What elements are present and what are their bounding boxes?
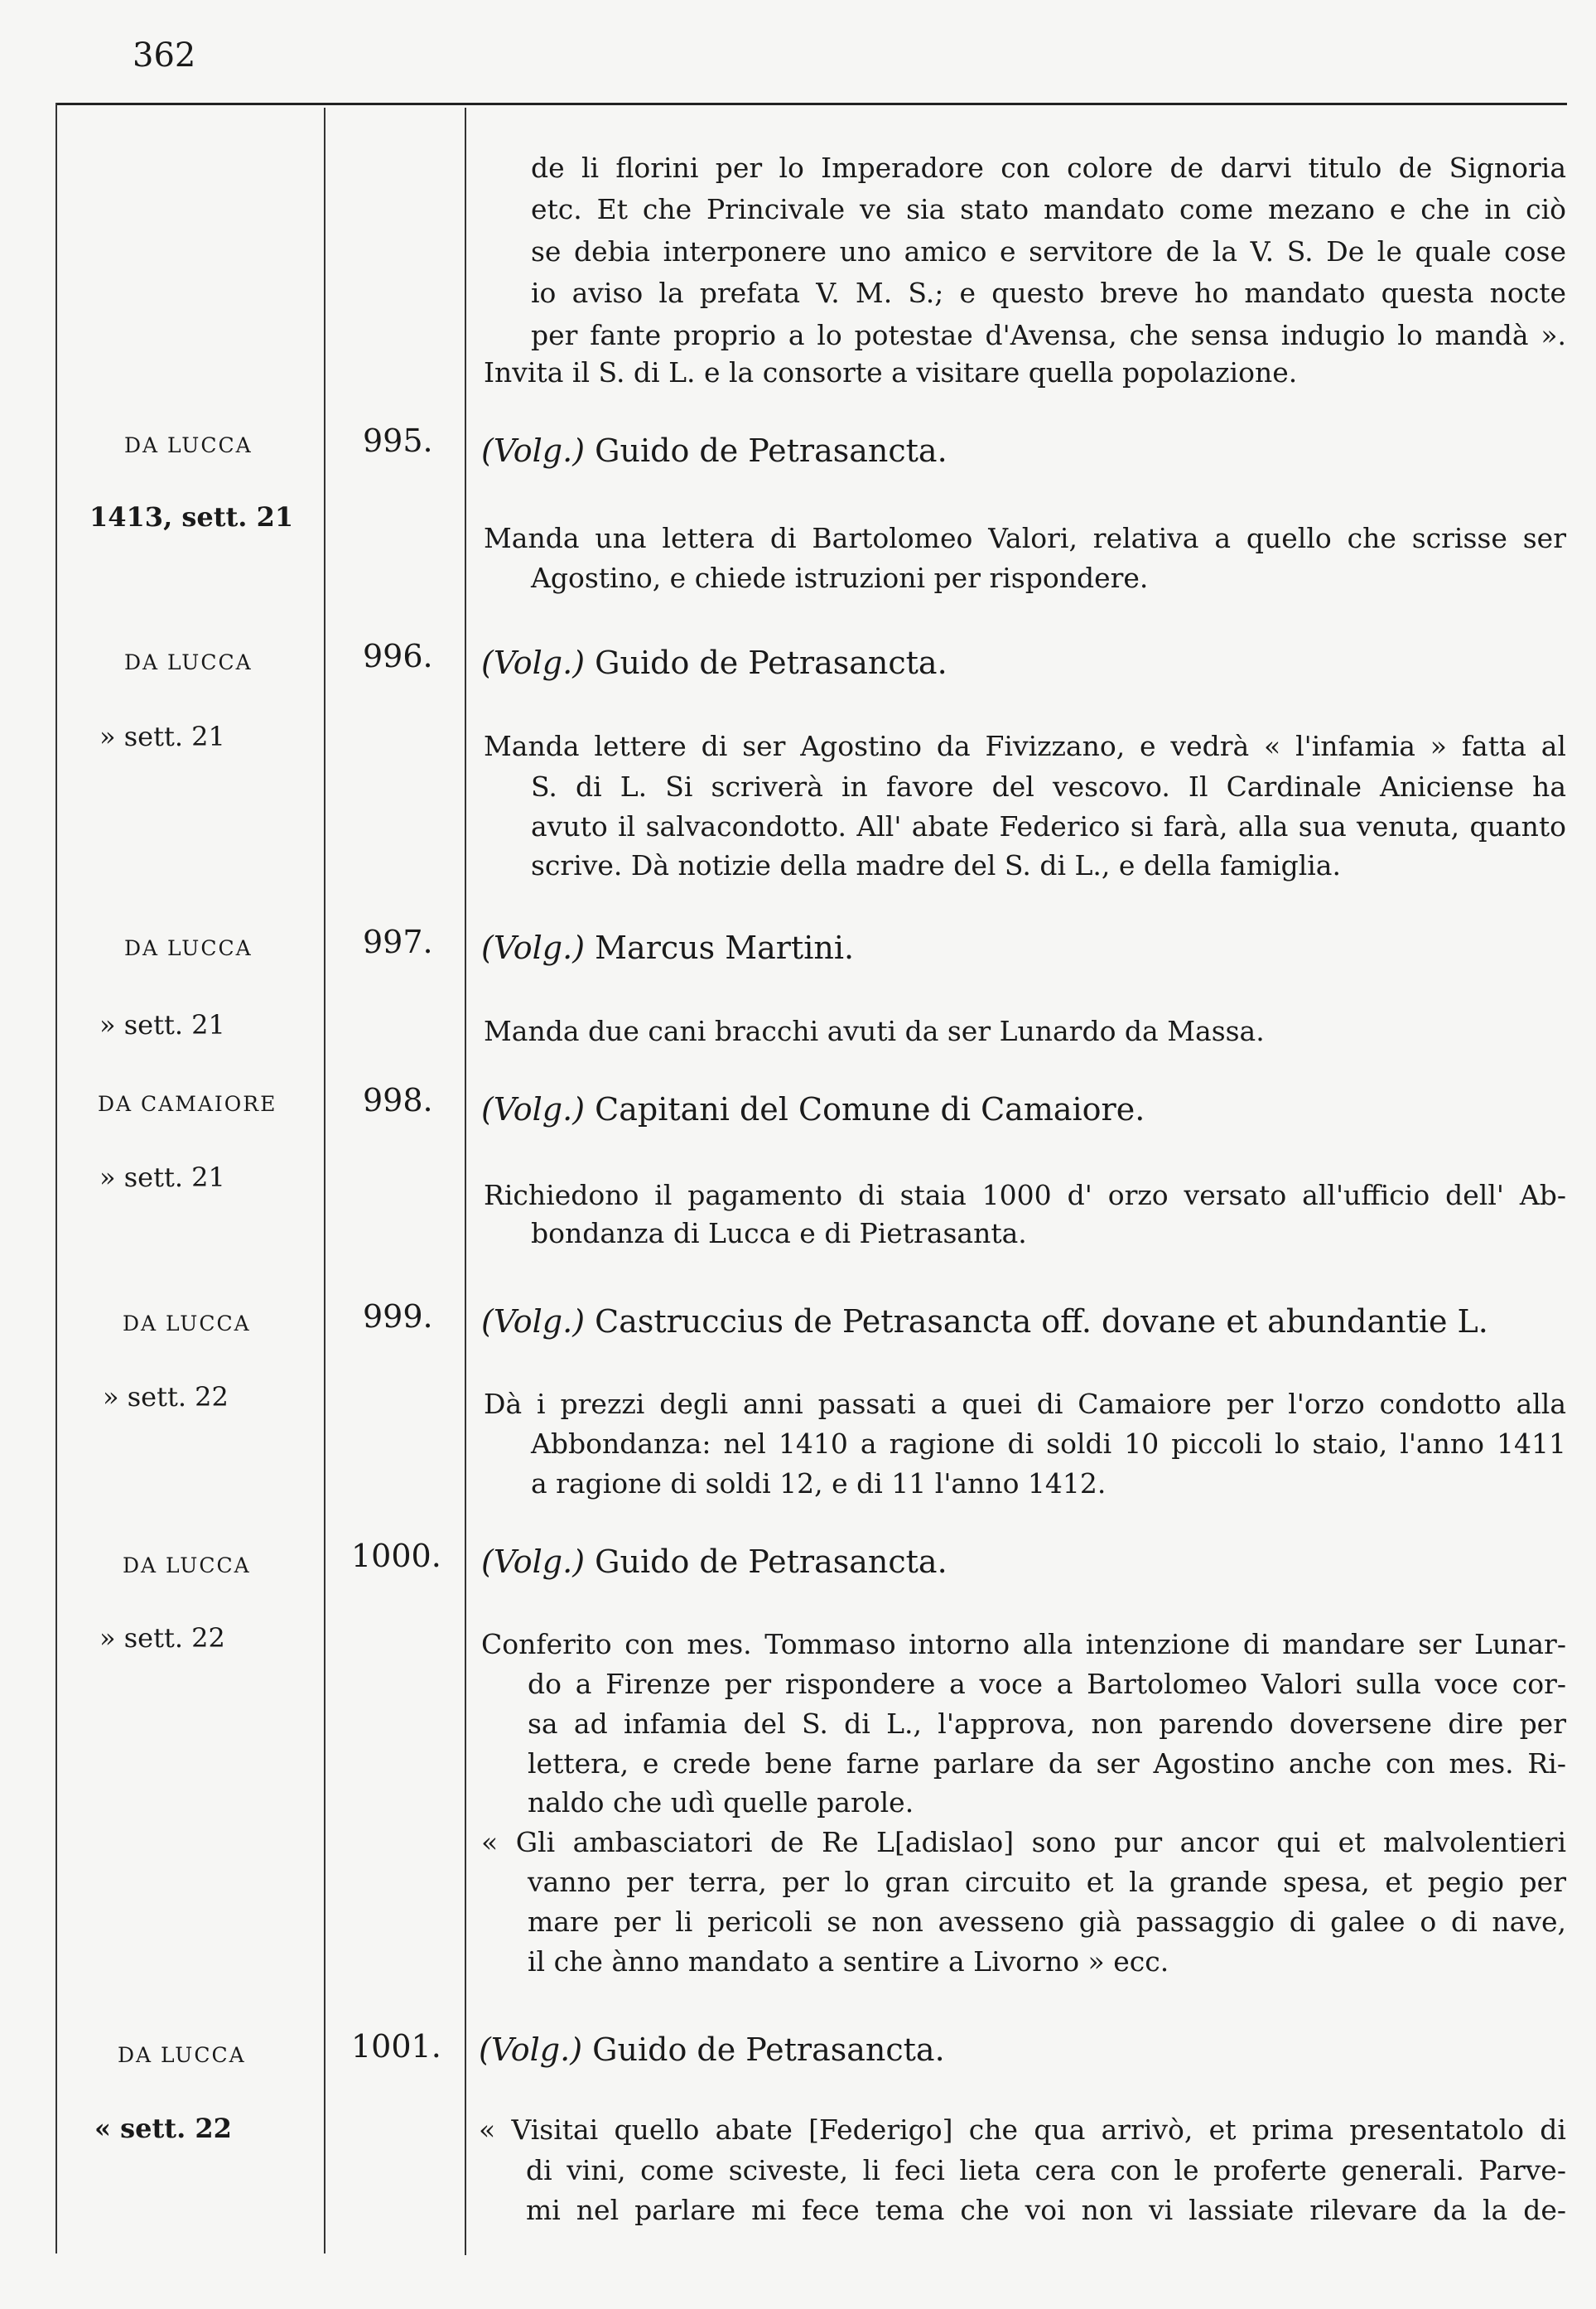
text-line: mi nel parlare mi fece tema che voi non vi lassiate rilevare da la de- <box>526 2194 1566 2226</box>
entry-number: 995. <box>363 423 433 459</box>
entry-heading <box>481 930 854 966</box>
text-line: scrive. Dà notizie della madre del S. di L., e della famiglia. <box>531 849 1341 882</box>
text-line: etc. Et che Princivale ve sia stato mandato come mezano e che in ciò <box>531 193 1566 225</box>
entry-number: 998. <box>363 1082 433 1118</box>
sender-name: Guido de Petrasancta. <box>595 1543 947 1580</box>
entry-heading <box>479 2031 945 2068</box>
text-line: de li florini per lo Imperadore con colore de darvi titulo de Signoria <box>531 152 1566 184</box>
text-line: avuto il salvacondotto. All' abate Federico si farà, alla sua venuta, quanto <box>531 810 1566 843</box>
text-line: Dà i prezzi degli anni passati a quei di Camaiore per l'orzo condotto alla <box>484 1388 1566 1420</box>
entry-heading <box>481 645 947 681</box>
column-divider-date-number <box>324 108 325 2253</box>
entry-place: DA LUCCA <box>123 1311 251 1336</box>
entry-place: DA LUCCA <box>118 2043 246 2067</box>
text-line: « Gli ambasciatori de Re L[adislao] sono pur ancor qui et malvolentieri <box>481 1826 1566 1858</box>
text-line: « Visitai quello abate [Federigo] che qua arrivò, et prima presentatolo di <box>479 2113 1566 2146</box>
text-line: Manda una lettera di Bartolomeo Valori, relativa a quello che scrisse ser <box>484 522 1566 554</box>
sender-name: Guido de Petrasancta. <box>592 2031 945 2068</box>
entry-heading <box>481 1543 947 1580</box>
entry-number: 999. <box>363 1298 433 1335</box>
text-line: sa ad infamia del S. di L., l'approva, non parendo doversene dire per <box>528 1708 1566 1740</box>
volg-label: (Volg.) <box>481 1303 586 1340</box>
entry-date: » sett. 21 <box>99 721 225 752</box>
entry-number: 1000. <box>351 1538 441 1574</box>
entry-heading <box>481 1091 1145 1128</box>
entry-date: » sett. 22 <box>103 1381 229 1413</box>
entry-date-text: « sett. 22 <box>94 2113 232 2144</box>
text-line: Manda due cani bracchi avuti da ser Lunardo da Massa. <box>484 1015 1265 1047</box>
volg-label: (Volg.) <box>481 432 586 469</box>
text-line: vanno per terra, per lo gran circuito et la grande spesa, et pegio per <box>528 1866 1566 1898</box>
text-line: Agostino, e chiede istruzioni per rispondere. <box>531 562 1149 594</box>
text-line: di vini, come sciveste, li feci lieta cera con le proferte generali. Parve- <box>526 2154 1566 2186</box>
text-line: do a Firenze per rispondere a voce a Bartolomeo Valori sulla voce cor- <box>528 1668 1566 1700</box>
text-line: naldo che udì quelle parole. <box>528 1786 914 1819</box>
text-line: Richiedono il pagamento di staia 1000 d' orzo versato all'ufficio dell' Ab- <box>484 1179 1566 1211</box>
entry-date: » sett. 21 <box>99 1162 225 1193</box>
text-line: S. di L. Si scriverà in favore del vescovo. Il Cardinale Aniciense ha <box>531 770 1566 803</box>
entry-number: 996. <box>363 638 433 674</box>
entry-place: DA LUCCA <box>124 433 253 457</box>
sender-name: Guido de Petrasancta. <box>595 645 947 681</box>
sender-name: Marcus Martini. <box>595 930 855 966</box>
entry-date-text: 1413, sett. 21 <box>89 501 294 533</box>
entry-date: » sett. 22 <box>99 1622 225 1654</box>
text-line: lettera, e crede bene farne parlare da ser Agostino anche con mes. Ri- <box>528 1747 1566 1780</box>
text-line: mare per li pericoli se non avesseno già passaggio di galee o di nave, <box>528 1906 1566 1938</box>
text-line: a ragione di soldi 12, e di 11 l'anno 1412. <box>531 1467 1107 1500</box>
entry-number: 1001. <box>351 2028 441 2065</box>
top-rule <box>55 103 1567 105</box>
entry-number: 997. <box>363 924 433 960</box>
entry-date: » sett. 21 <box>99 1009 225 1041</box>
sender-name: Castruccius de Petrasancta off. dovane et abundantie L. <box>595 1303 1488 1340</box>
sender-name: Guido de Petrasancta. <box>595 432 947 469</box>
text-line: per fante proprio a lo potestae d'Avensa, che sensa indugio lo mandà ». <box>531 319 1566 351</box>
volg-label: (Volg.) <box>481 1091 586 1128</box>
text-line: se debia interponere uno amico e servitore de la V. S. De le quale cose <box>531 235 1566 268</box>
entry-place: DA CAMAIORE <box>98 1092 277 1116</box>
entry-place: DA LUCCA <box>124 650 253 674</box>
volg-label: (Volg.) <box>479 2031 583 2068</box>
text-line: il che ànno mandato a sentire a Livorno » ecc. <box>528 1945 1169 1978</box>
text-line: Conferito con mes. Tommaso intorno alla intenzione di mandare ser Lunar- <box>481 1628 1566 1660</box>
text-line: io aviso la prefata V. M. S.; e questo breve ho mandato questa nocte <box>531 277 1566 309</box>
text-line: Invita il S. di L. e la consorte a visitare quella popolazione. <box>484 356 1298 389</box>
volg-label: (Volg.) <box>481 645 586 681</box>
page-number: 362 <box>133 36 196 75</box>
entry-date <box>89 501 293 533</box>
sender-name: Capitani del Comune di Camaiore. <box>595 1091 1145 1128</box>
entry-heading <box>481 1303 1488 1340</box>
column-border-left <box>55 103 57 2253</box>
entry-heading <box>481 432 947 469</box>
entry-place: DA LUCCA <box>123 1553 251 1577</box>
text-line: Abbondanza: nel 1410 a ragione di soldi 10 piccoli lo staio, l'anno 1411 <box>531 1427 1566 1460</box>
volg-label: (Volg.) <box>481 1543 586 1580</box>
entry-place: DA LUCCA <box>124 936 253 960</box>
volg-label: (Volg.) <box>481 930 586 966</box>
entry-date <box>94 2113 232 2144</box>
text-line: bondanza di Lucca e di Pietrasanta. <box>531 1217 1027 1249</box>
column-divider-number-text <box>465 108 466 2255</box>
text-line: Manda lettere di ser Agostino da Fivizzano, e vedrà « l'infamia » fatta al <box>484 730 1566 762</box>
